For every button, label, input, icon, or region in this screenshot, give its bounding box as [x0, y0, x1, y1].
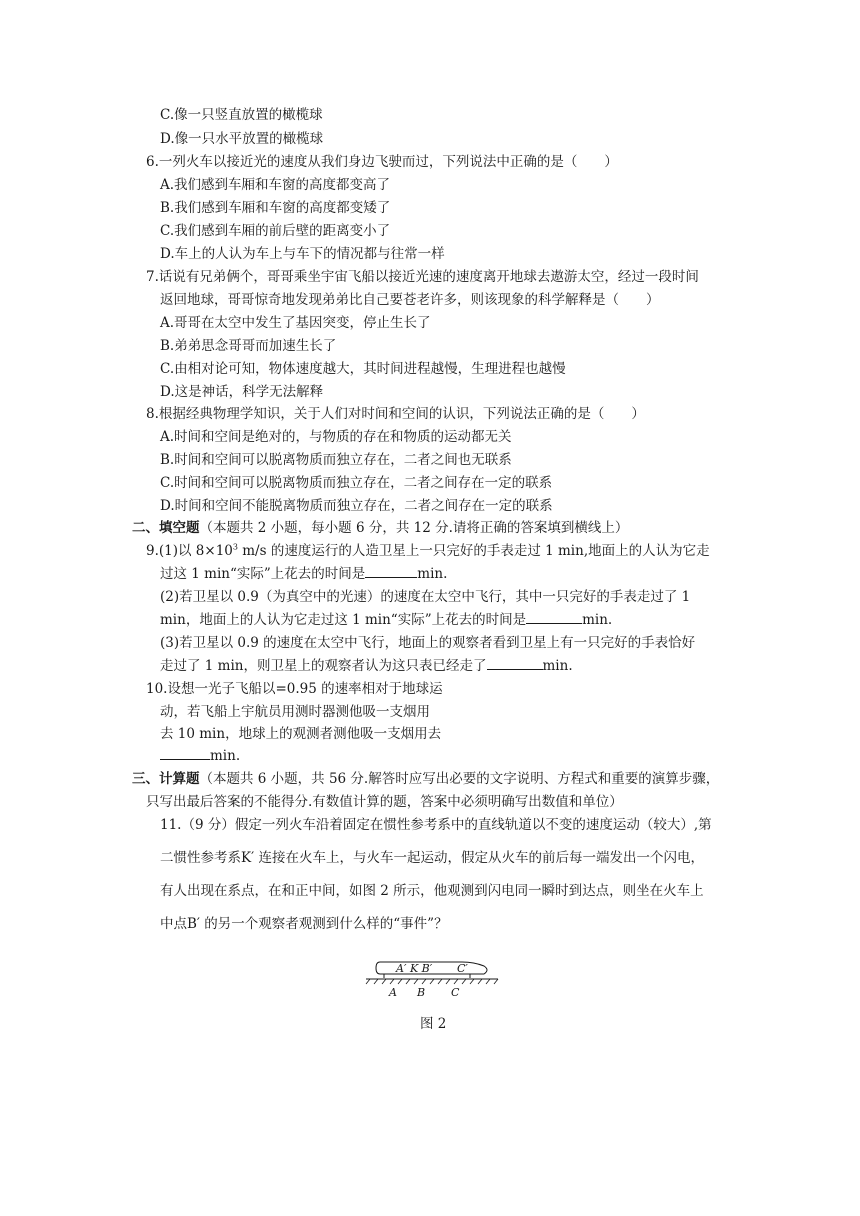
question-7-option-b: B.弟弟思念哥哥而加速生长了	[160, 338, 337, 354]
question-11-line1: 11.（9 分）假定一列火车沿着固定在惯性参考系中的直线轨道以不变的速度运动（较大）,第	[160, 817, 712, 833]
question-9-line1-a: 9.(1)以 8×10	[146, 543, 233, 559]
question-9-line6-unit: min.	[542, 658, 573, 674]
ground-label-a: A	[389, 986, 397, 999]
question-8-option-b: B.时间和空间可以脱离物质而独立存在，二者之间也无联系	[160, 452, 512, 468]
question-7-option-d: D.这是神话，科学无法解释	[160, 384, 324, 400]
question-8-option-a: A.时间和空间是绝对的，与物质的存在和物质的运动都无关	[160, 429, 512, 445]
question-10-line1: 10.设想一光子飞船以=0.95 的速率相对于地球运	[146, 681, 443, 697]
question-9-line3: (2)若卫星以 0.9（为真空中的光速）的速度在太空中飞行，其中一只完好的手表走过了 1	[160, 589, 691, 605]
question-6-option-d: D.车上的人认为车上与车下的情况都与往常一样	[160, 246, 445, 262]
question-9-line5: (3)若卫星以 0.9 的速度在太空中飞行，地面上的观察者看到卫星上有一只完好的手表恰好	[160, 635, 696, 651]
answer-blank-9-2[interactable]	[526, 609, 582, 624]
question-9-line4	[160, 609, 612, 631]
question-9-line1	[146, 540, 710, 562]
figure-caption: 图 2	[420, 1016, 447, 1032]
answer-blank-10[interactable]	[160, 745, 210, 760]
question-8-option-d: D.时间和空间不能脱离物质而独立存在，二者之间存在一定的联系	[160, 498, 553, 514]
section-2-note: （本题共 2 小题，每小题 6 分，共 12 分.请将正确的答案填到横线上）	[199, 520, 629, 536]
question-9-line6	[160, 655, 573, 677]
answer-blank-9-3[interactable]	[487, 655, 543, 670]
question-9-line4-text: min，地面上的人认为它走过这 1 min“实际”上花去的时间是	[160, 612, 527, 628]
question-7-stem-line2: 返回地球，哥哥惊奇地发现弟弟比自己要苍老许多，则该现象的科学解释是（ ）	[160, 292, 660, 308]
option-d-prev: D.像一只水平放置的橄榄球	[160, 131, 324, 147]
question-7-option-a: A.哥哥在太空中发生了基因突变，停止生长了	[160, 315, 431, 331]
question-8-stem: 8.根据经典物理学知识，关于人们对时间和空间的认识，下列说法正确的是（ ）	[146, 406, 645, 422]
question-6-option-a: A.我们感到车厢和车窗的高度都变高了	[160, 177, 391, 193]
question-6-stem: 6.一列火车以接近光的速度从我们身边飞驶而过，下列说法中正确的是（ ）	[146, 154, 618, 170]
train-label-akb: A′ K B′	[396, 962, 433, 975]
question-11-line3: 有人出现在系点，在和正中间，如图 2 所示，他观测到闪电同一瞬时到达点，则坐在火车上	[160, 883, 704, 899]
question-9-exponent: 3	[232, 542, 238, 552]
question-9-line4-unit: min.	[582, 612, 613, 628]
question-9-line2-text: 过这 1 min“实际”上花去的时间是	[160, 566, 366, 582]
question-10-line3: 去 10 min，地球上的观测者测他吸一支烟用去	[160, 726, 442, 742]
question-7-option-c: C.由相对论可知，物体速度越大，其时间进程越慢，生理进程也越慢	[160, 361, 566, 377]
answer-blank-9-1[interactable]	[365, 563, 417, 578]
question-9-line2-unit: min.	[417, 566, 448, 582]
question-9-line1-b: m/s 的速度运行的人造卫星上一只完好的手表走过 1 min,地面上的人认为它走	[237, 543, 710, 559]
question-7-stem-line1: 7.话说有兄弟俩个，哥哥乘坐宇宙飞船以接近光速的速度离开地球去遨游太空，经过一段时间	[146, 269, 699, 285]
section-3-title: 三、计算题	[132, 771, 200, 787]
ground-label-b: B	[417, 986, 426, 999]
question-9-line6-text: 走过了 1 min，则卫星上的观察者认为这只表已经走了	[160, 658, 487, 674]
question-11-line2: 二惯性参考系K′ 连接在火车上，与火车一起运动，假定从火车的前后每一端发出一个闪电，	[160, 850, 704, 866]
section-2-heading	[132, 517, 628, 539]
train-diagram	[362, 952, 502, 1004]
track-hatching	[366, 979, 498, 984]
train-label-c-prime: C′	[457, 962, 468, 975]
section-2-title: 二、填空题	[132, 520, 200, 536]
option-c-prev: C.像一只竖直放置的橄榄球	[160, 107, 323, 123]
question-10-line2: 动，若飞船上宇航员用测时器测他吸一支烟用	[160, 704, 430, 720]
question-10-line4	[160, 745, 240, 767]
ground-label-c: C	[451, 986, 460, 999]
question-6-option-c: C.我们感到车厢的前后壁的距离变小了	[160, 223, 391, 239]
question-11-line4: 中点B′ 的另一个观察者观测到什么样的“事件”？	[160, 916, 448, 932]
section-3-heading	[132, 768, 719, 790]
question-9-line2	[160, 563, 447, 585]
question-10-unit: min.	[210, 748, 241, 764]
question-6-option-b: B.我们感到车厢和车窗的高度都变矮了	[160, 200, 391, 216]
section-3-note-line2: 只写出最后答案的不能得分.有数值计算的题，答案中必须明确写出数值和单位）	[146, 794, 623, 810]
question-8-option-c: C.时间和空间可以脱离物质而独立存在，二者之间存在一定的联系	[160, 475, 553, 491]
section-3-note-line1: （本题共 6 小题，共 56 分.解答时应写出必要的文字说明、方程式和重要的演算步骤，	[199, 771, 720, 787]
